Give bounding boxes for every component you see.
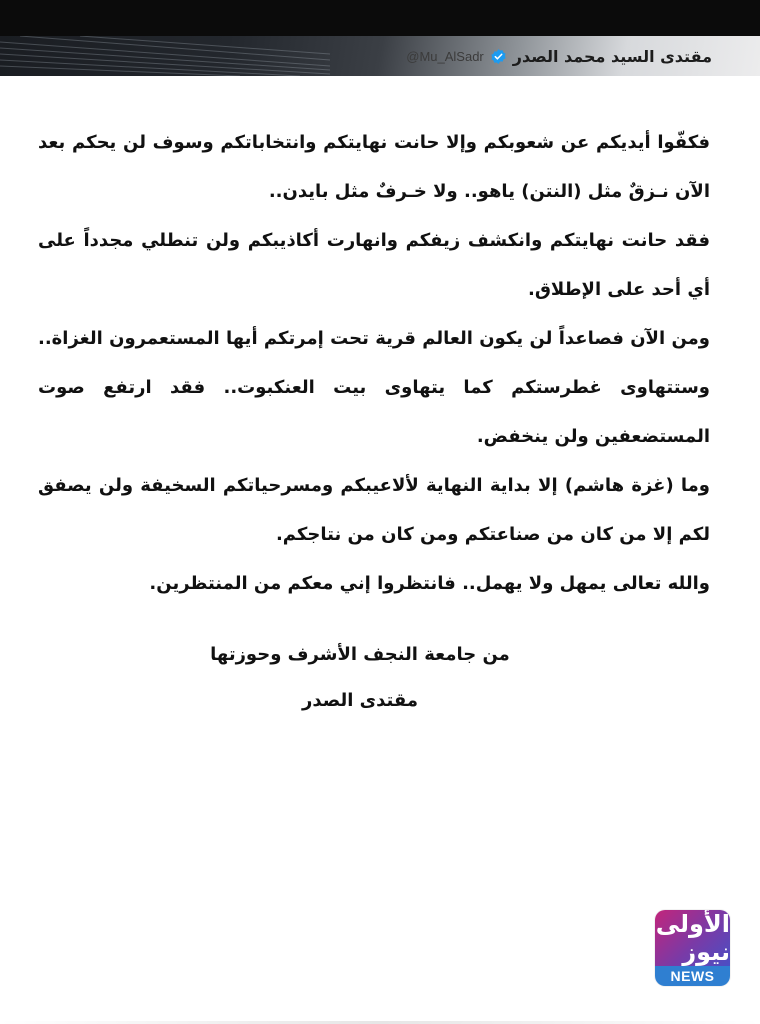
account-handle[interactable]: @Mu_AlSadr <box>406 48 484 64</box>
logo-brand-text: الأولى نيوز <box>655 910 730 966</box>
statement-paragraph: فقد حانت نهايتكم وانكشف زيفكم وانهارت أكاذيبكم ولن تنطلي مجدداً على أي أحد على الإطلاق. <box>38 230 710 300</box>
logo-news-label: NEWS <box>655 966 730 986</box>
account-display-name[interactable]: مقتدى السيد محمد الصدر <box>512 46 712 66</box>
signature-block <box>180 632 540 724</box>
news-watermark-logo <box>655 910 730 986</box>
statement-body <box>38 118 710 608</box>
statement-paragraph: فكفّوا أيديكم عن شعوبكم وإلا حانت نهايتكم وانتخاباتكم وسوف لن يحكم بعد الآن نـزقٌ مثل (النتن) ياهو.. ولا خـرفٌ مثل بايدن.. <box>38 132 710 202</box>
account-info[interactable] <box>406 44 712 68</box>
top-black-bar <box>0 0 760 36</box>
verified-badge-icon <box>490 48 507 65</box>
statement-paragraph: ومن الآن فصاعداً لن يكون العالم قرية تحت إمرتكم أيها المستعمرون الغزاة.. وستتهاوى غطرستكم كما يتهاوى بيت العنكبوت.. فقد ارتفع صوت المستضعفين ولن ينخفض. <box>38 328 710 447</box>
tweet-header <box>0 36 760 76</box>
signature-origin: من جامعة النجف الأشرف وحوزتها <box>210 644 510 665</box>
statement-paragraph: والله تعالى يمهل ولا يهمل.. فانتظروا إني معكم من المنتظرين. <box>149 573 710 594</box>
signature-name: مقتدى الصدر <box>301 690 419 711</box>
statement-paragraph: وما (غزة هاشم) إلا بداية النهاية لألاعيبكم ومسرحياتكم السخيفة ولن يصفق لكم إلا من كان من صناعتكم ومن كان من نتاجكم. <box>38 475 710 545</box>
